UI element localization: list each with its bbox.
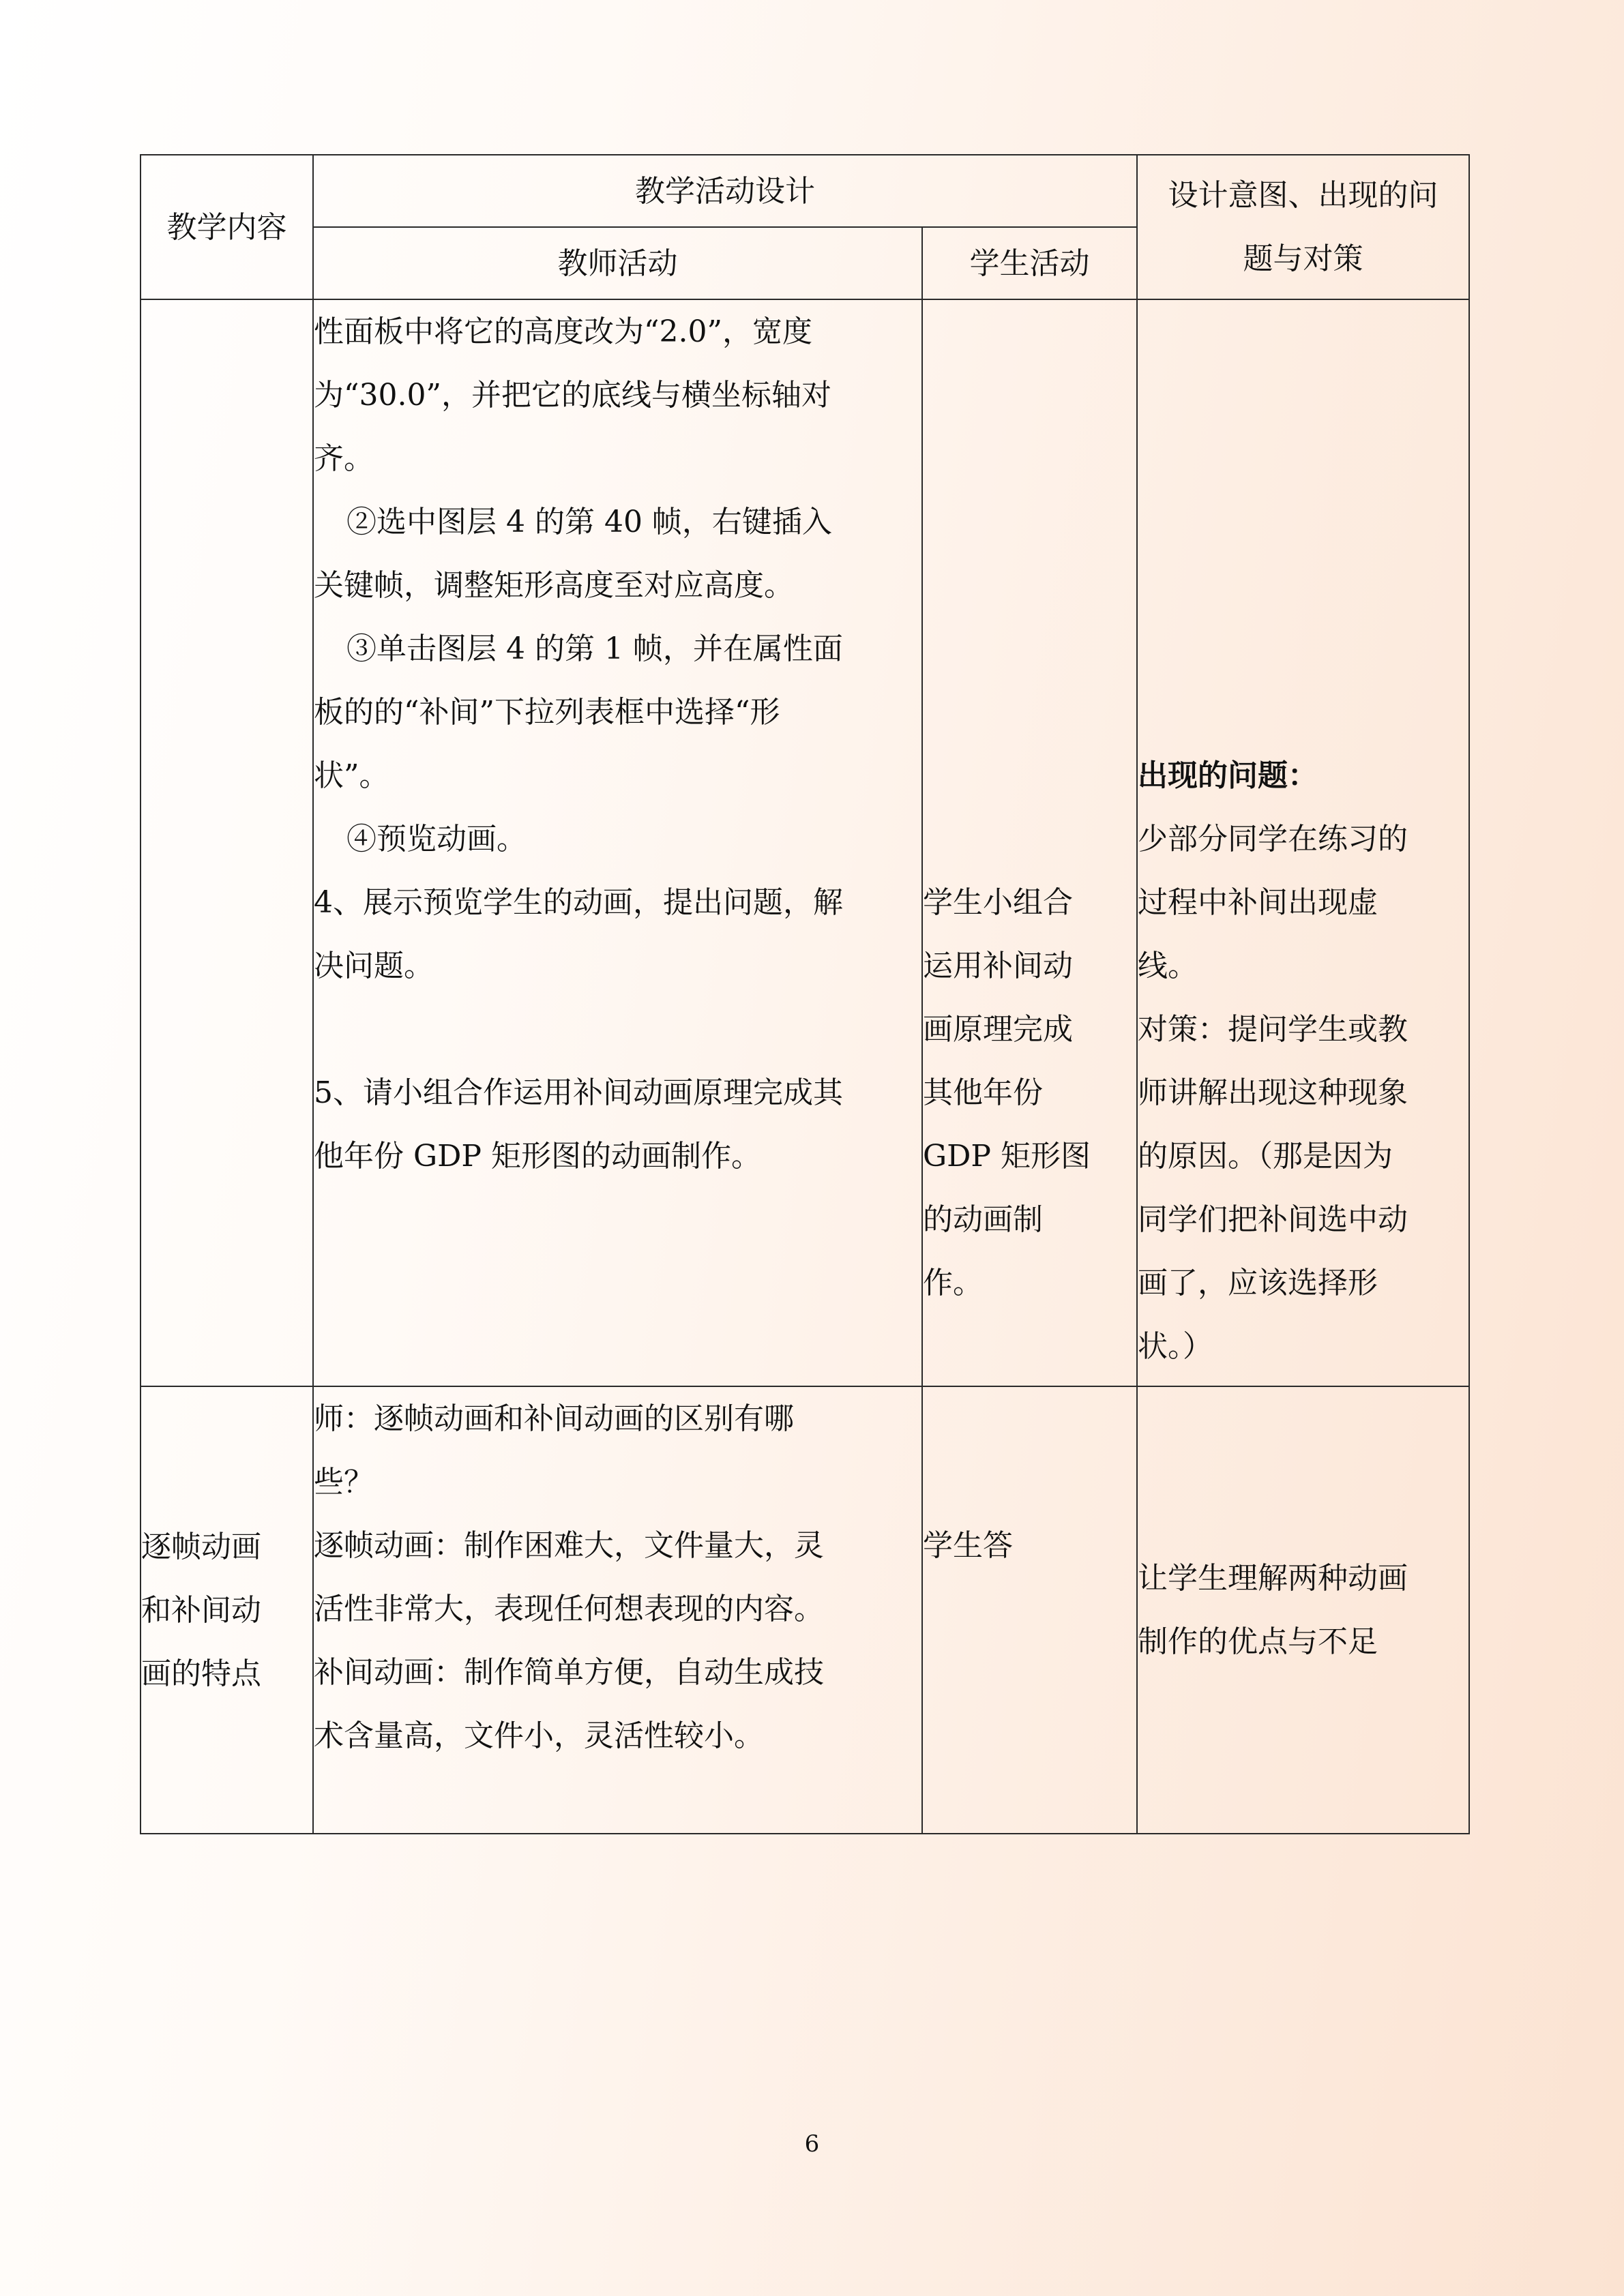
spacer	[1138, 300, 1468, 744]
content-line: 画的特点	[141, 1656, 261, 1691]
header-intent	[1137, 155, 1469, 299]
teacher-line: ④预览动画。	[346, 822, 527, 856]
student-line: GDP 矩形图	[923, 1139, 1091, 1174]
header-teacher-text: 教师活动	[557, 245, 678, 281]
student-line: 其他年份	[923, 1075, 1043, 1110]
teacher-line: 4、展示预览学生的动画，提出问题，解	[314, 885, 843, 920]
header-teacher	[313, 227, 922, 299]
teacher-line: 状”。	[314, 758, 389, 793]
teacher-line: 术含量高，文件小，灵活性较小。	[314, 1718, 764, 1753]
row2-teacher-cell	[313, 1386, 922, 1834]
teacher-line: 逐帧动画：制作困难大，文件量大，灵	[314, 1528, 824, 1563]
teacher-line: 活性非常大，表现任何想表现的内容。	[314, 1592, 824, 1626]
student-line: 运用补间动	[923, 949, 1073, 983]
spacer	[923, 300, 1136, 871]
header-content	[141, 155, 313, 299]
header-design-text: 教学活动设计	[635, 173, 815, 209]
teacher-line: 补间动画：制作简单方便，自动生成技	[314, 1655, 824, 1690]
teacher-line: ②选中图层 4 的第 40 帧，右键插入	[346, 505, 832, 539]
student-line: 画原理完成	[923, 1012, 1073, 1047]
intent-line: 让学生理解两种动画	[1138, 1561, 1408, 1596]
teacher-line: 他年份 GDP 矩形图的动画制作。	[314, 1139, 762, 1174]
teacher-line: 为“30.0”，并把它的底线与横坐标轴对	[314, 378, 831, 413]
teacher-line: 关键帧，调整矩形高度至对应高度。	[314, 568, 794, 603]
teacher-line: 5、请小组合作运用补间动画原理完成其	[314, 1075, 843, 1110]
intent-line: 的原因。（那是因为	[1138, 1139, 1393, 1174]
header-intent-line: 题与对策	[1243, 241, 1363, 276]
teacher-line: 齐。	[314, 441, 374, 476]
intent-line: 线。	[1138, 949, 1198, 983]
intent-line: 状。）	[1138, 1329, 1213, 1364]
teacher-line: 决问题。	[314, 949, 434, 983]
header-intent-line: 设计意图、出现的问	[1168, 178, 1438, 213]
spacer	[314, 998, 921, 1061]
header-student	[922, 227, 1137, 299]
row2-intent-cell	[1137, 1386, 1469, 1834]
intent-line: 对策：提问学生或教	[1138, 1012, 1408, 1047]
content-line: 逐帧动画	[141, 1529, 261, 1564]
teacher-line: 些？	[314, 1465, 374, 1500]
student-line: 作。	[923, 1266, 983, 1300]
student-line: 学生小组合	[923, 885, 1073, 920]
teacher-line: ③单击图层 4 的第 1 帧，并在属性面	[346, 631, 843, 666]
student-line: 的动画制	[923, 1202, 1043, 1237]
row1-student-cell	[922, 299, 1137, 1386]
student-line: 学生答	[923, 1528, 1013, 1563]
intent-title: 出现的问题：	[1138, 758, 1318, 793]
header-content-text: 教学内容	[166, 209, 287, 245]
row2-content-cell	[141, 1386, 313, 1834]
intent-line: 画了，应该选择形	[1138, 1266, 1378, 1300]
intent-line: 过程中补间出现虚	[1138, 885, 1378, 920]
header-design	[313, 155, 1137, 227]
intent-line: 制作的优点与不足	[1138, 1624, 1378, 1659]
teacher-line: 性面板中将它的高度改为“2.0”，宽度	[314, 314, 812, 349]
intent-line: 师讲解出现这种现象	[1138, 1075, 1408, 1110]
lesson-table	[140, 154, 1470, 1834]
row1-content-cell	[141, 299, 313, 1386]
header-student-text: 学生活动	[969, 245, 1090, 281]
row2-student-cell	[922, 1386, 1137, 1834]
content-line: 和补间动	[141, 1592, 261, 1628]
teacher-line: 板的的“补间”下拉列表框中选择“形	[314, 695, 780, 730]
row1-intent-cell	[1137, 299, 1469, 1386]
intent-line: 同学们把补间选中动	[1138, 1202, 1408, 1237]
spacer	[923, 1387, 1136, 1514]
row1-teacher-cell	[313, 299, 922, 1386]
page-number: 6	[804, 2130, 820, 2158]
intent-line: 少部分同学在练习的	[1138, 822, 1408, 856]
teacher-line: 师：逐帧动画和补间动画的区别有哪	[314, 1401, 794, 1436]
